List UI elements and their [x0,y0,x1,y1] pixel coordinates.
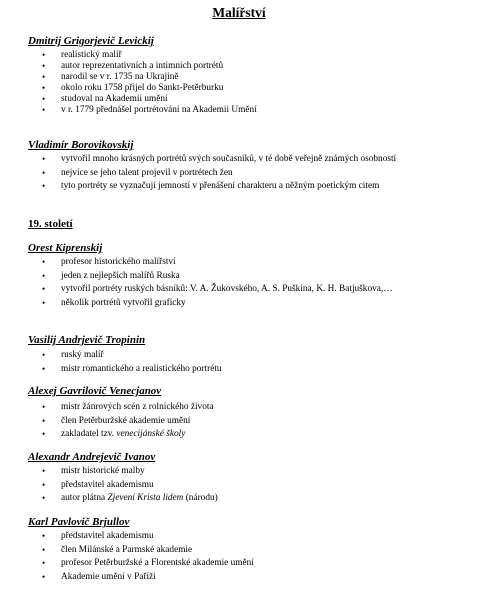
heading-ivanov: Alexandr Andrejevič Ivanov [28,451,156,463]
bullet-icon: • [42,493,46,503]
list-item: • okolo roku 1758 přijel do Sankt-Petěrburku [42,83,224,93]
bullet-icon: • [42,544,46,555]
bullet-icon: • [42,270,46,281]
bullet-icon: • [42,479,46,490]
list-venecjanov [0,401,478,442]
heading-levicky: Dmitrij Grigorjevič Levickij [28,35,154,47]
bullet-icon: • [42,466,46,476]
bullet-icon: • [42,363,46,374]
list-item: • Akademie umění v Paříži [0,571,478,585]
heading-kiprenskij: Orest Kiprenskij [28,242,103,254]
list-item: • profesor historického malířství [0,256,478,270]
bullet-icon: • [42,94,46,104]
list-item: • tyto portréty se vyznačují jemností v přenášení charakteru a něžným poetickým citem [0,180,478,194]
list-item: • vytvořil portréty ruských básníků: V. A. Žukovského, A. S. Puškina, K. H. Batjuškova,… [0,283,478,297]
list-item: • jeden z nejlepších malířů Ruska [0,270,478,284]
list-item: • realistický malíř [42,50,122,60]
heading-borovikovskij: Vladimír Borovikovskij [28,139,134,151]
bullet-icon: • [42,429,46,439]
list-item: • narodil se v r. 1735 na Ukrajině [42,72,179,82]
bullet-icon: • [42,284,46,294]
bullet-icon: • [42,402,46,412]
list-item: • představitel akademismu [0,479,478,493]
bullet-icon: • [42,154,46,164]
section-19th-century: 19. století [28,218,73,230]
list-item: • mistr žánrových scén z rolnického života [0,401,478,415]
list-item: • nejvíce se jeho talent projevil v portrétech žen [0,167,478,181]
list-item: • člen Milánské a Parmské akademie [0,544,478,558]
bullet-icon: • [42,50,46,60]
list-kiprenskij [0,256,478,310]
page-title: Malířství [212,5,266,20]
list-item: • v r. 1779 přednášel portrétování na Akademii Umění [42,105,257,115]
bullet-icon: • [42,558,46,568]
heading-tropinin: Vasilij Andrjevič Tropinin [28,334,146,346]
list-item: • člen Petěrburžské akademie umění [0,415,478,429]
bullet-icon: • [42,531,46,541]
list-item: • ruský malíř [0,349,478,363]
list-item: • mistr historické malby [0,465,478,479]
bullet-icon: • [42,350,46,360]
list-borovikovskij [0,153,478,194]
list-tropinin [0,349,478,376]
list-item: • představitel akademismu [0,530,478,544]
bullet-icon: • [42,181,46,191]
list-item: • vytvořil mnoho krásných portrétů svých současníků, v té době veřejně známých osobností [0,153,478,167]
list-item: • studoval na Akademii umění [42,94,168,104]
list-item: • profesor Petěrburžské a Florentské akademie umění [0,557,478,571]
heading-brjullov: Karl Pavlovič Brjullov [28,516,130,528]
bullet-icon: • [42,297,46,308]
list-levicky [0,50,478,116]
bullet-icon: • [42,83,46,93]
bullet-icon: • [42,257,46,267]
bullet-icon: • [42,72,46,82]
bullet-icon: • [42,167,46,178]
list-ivanov [0,465,478,506]
list-item: • autor reprezentativních a intimních portrétů [42,61,224,71]
bullet-icon: • [42,105,46,115]
list-item: • mistr romantického a realistického portrétu [0,363,478,377]
list-item: • několik portrétů vytvořil graficky [0,297,478,311]
list-brjullov [0,530,478,584]
bullet-icon: • [42,571,46,582]
bullet-icon: • [42,415,46,426]
heading-venecjanov: Alexej Gavrilovič Venecjanov [28,385,162,397]
bullet-icon: • [42,61,46,71]
list-item: • zakladatel tzv. venecijánské školy [0,428,478,442]
list-item: • autor plátna Zjevení Krista lidem (národu) [0,492,478,506]
